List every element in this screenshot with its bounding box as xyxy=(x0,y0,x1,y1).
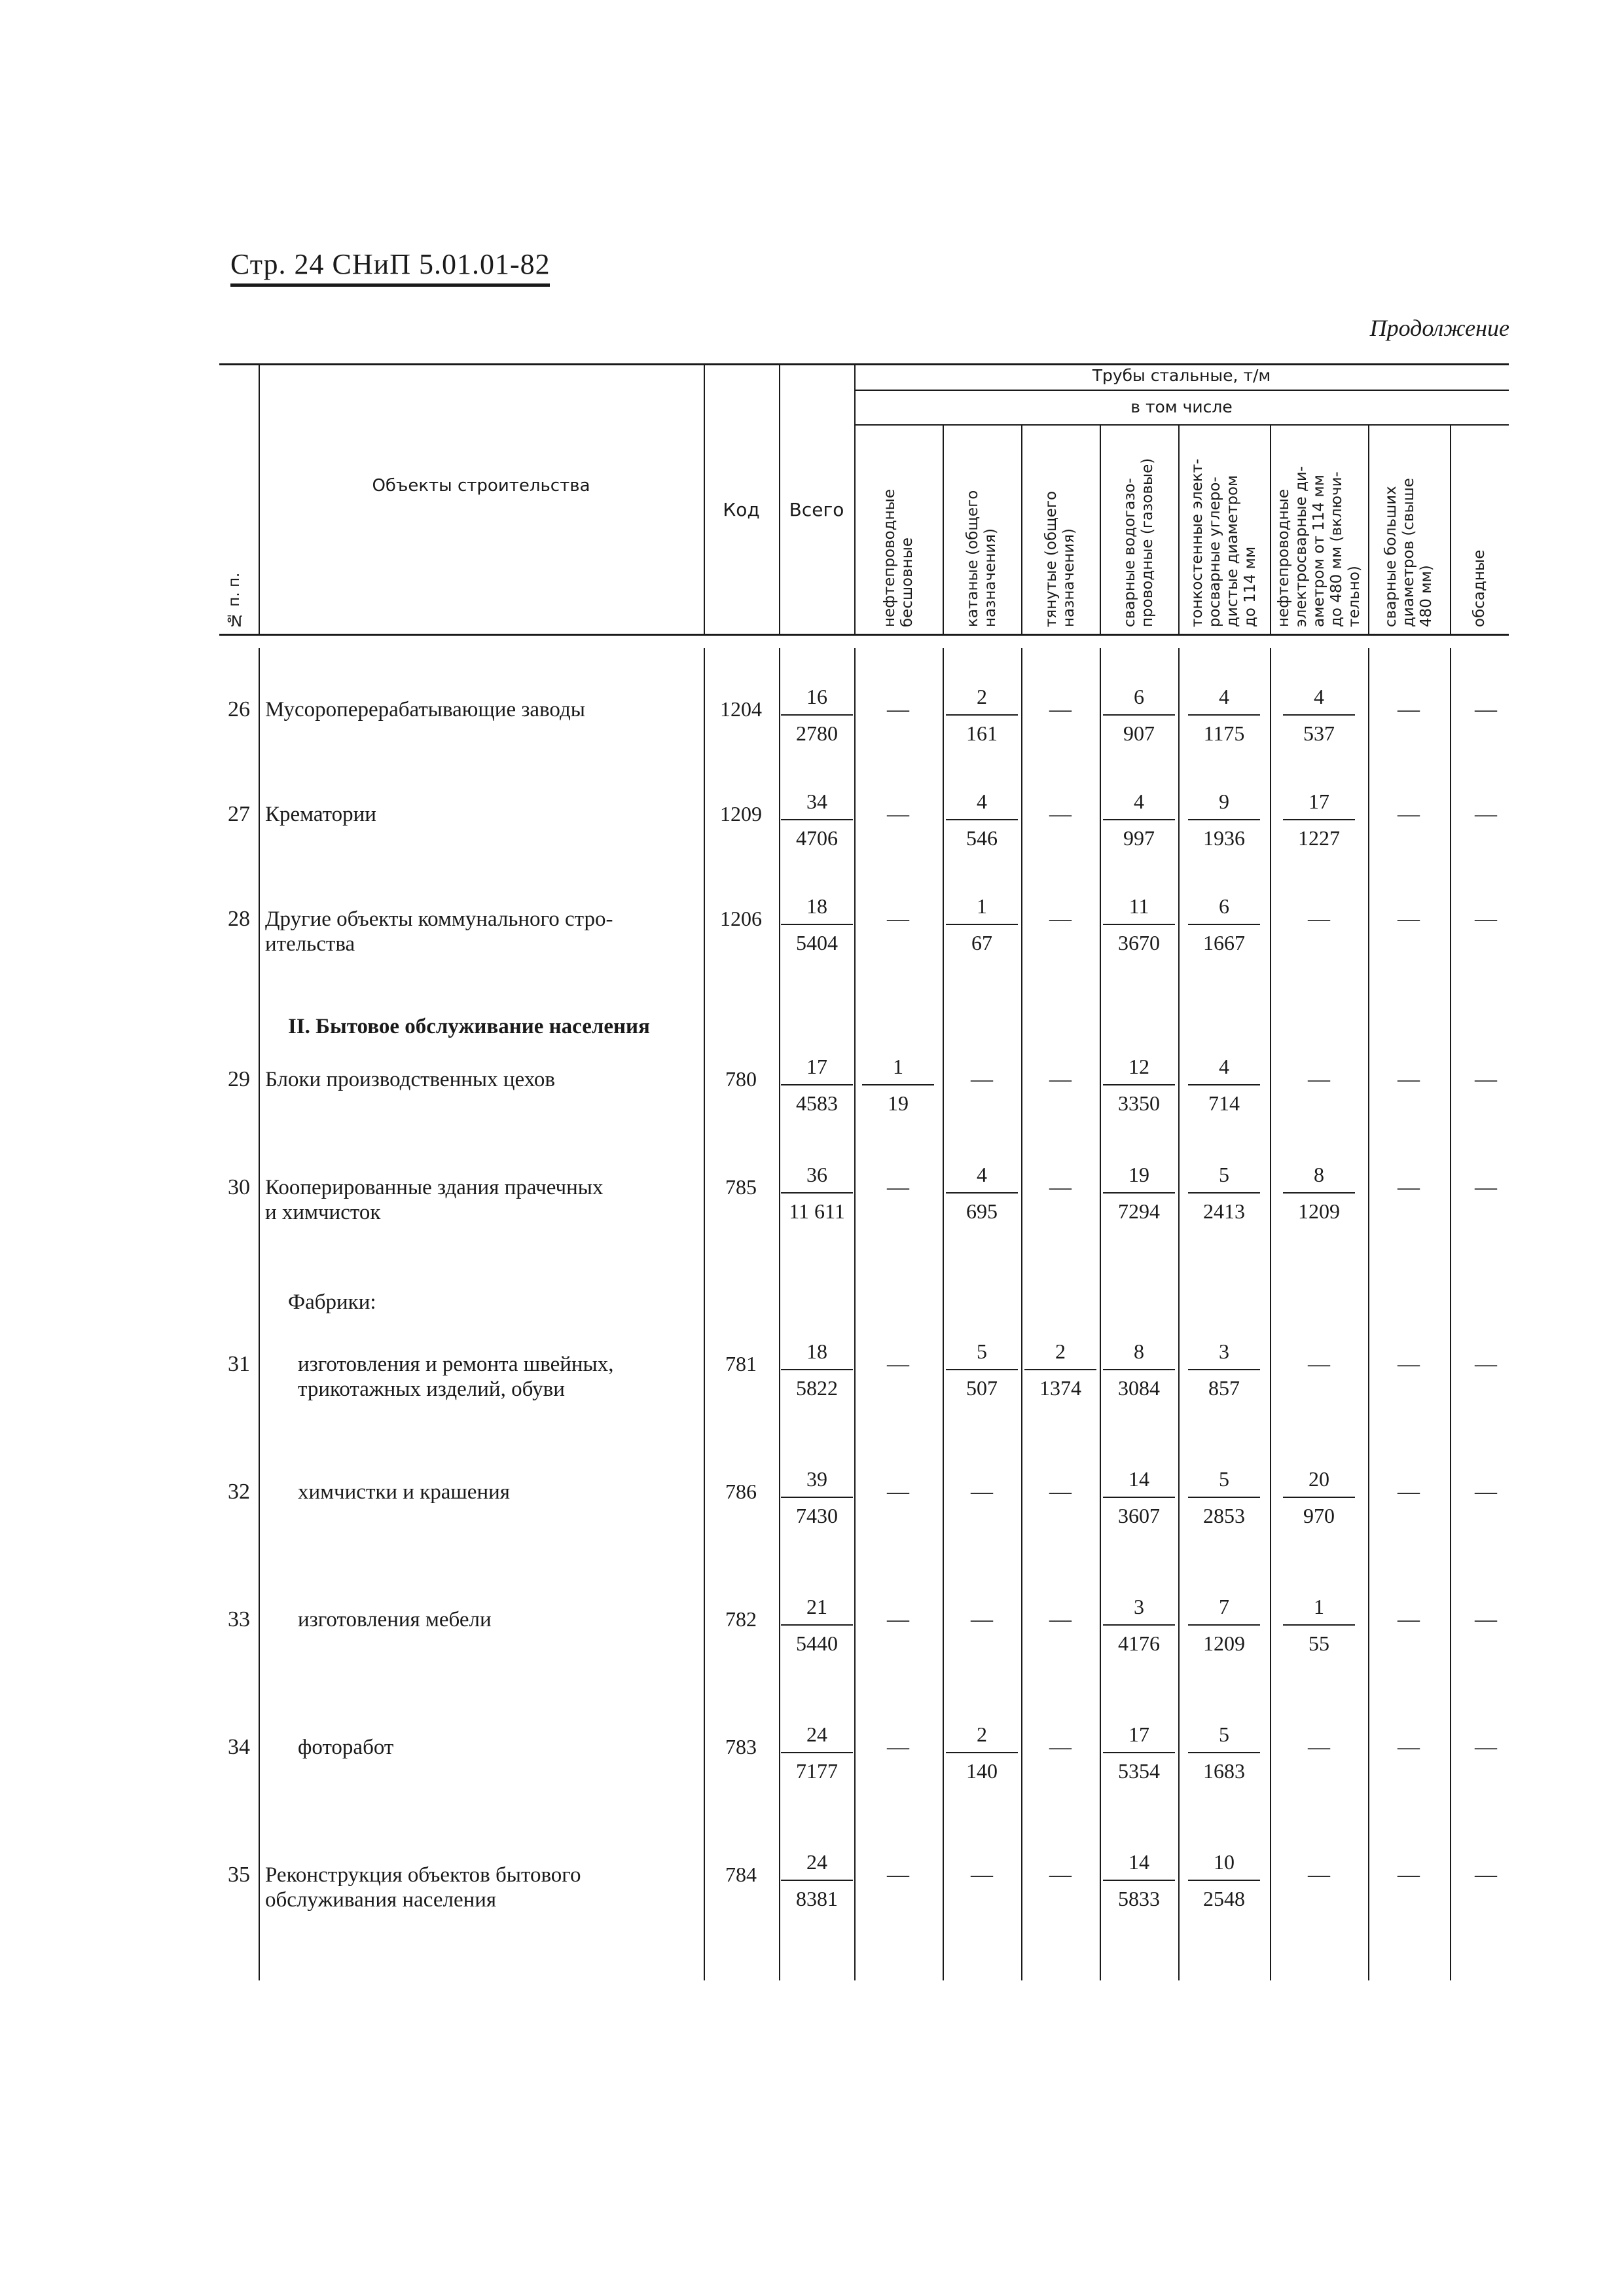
row-code: 1206 xyxy=(720,907,762,930)
header-col-rule xyxy=(704,363,705,634)
row-cell-fraction: 1 67 xyxy=(946,894,1018,955)
column-sub-header-1: нефтепроводные бесшовные xyxy=(880,489,916,627)
column-kod-header: Код xyxy=(723,499,760,520)
row-total-fraction: 17 4583 xyxy=(781,1054,853,1116)
row-cell-fraction: 5 507 xyxy=(946,1339,1018,1400)
body-col-rule xyxy=(943,648,944,1980)
row-object-name: Кооперированные здания прачечных и химчисток xyxy=(265,1176,604,1224)
column-sub-header-8: обсадные xyxy=(1470,549,1488,627)
row-cell-dash: — xyxy=(887,1863,909,1887)
row-cell-dash: — xyxy=(887,1480,909,1504)
row-cell-dash: — xyxy=(1049,1735,1072,1759)
row-cell-dash: — xyxy=(1475,1863,1497,1887)
column-group-header: Трубы стальные, т/м xyxy=(1092,366,1271,385)
row-cell-dash: — xyxy=(1475,697,1497,721)
row-cell-dash: — xyxy=(1475,1067,1497,1091)
header-sub-rule xyxy=(1100,424,1101,634)
header-col-rule xyxy=(259,363,260,634)
row-cell-fraction: 2 161 xyxy=(946,684,1018,746)
row-code: 1204 xyxy=(720,697,762,721)
body-col-rule xyxy=(1368,648,1369,1980)
column-objects-header: Объекты строительства xyxy=(372,476,590,496)
row-cell-dash: — xyxy=(1398,1352,1420,1376)
row-cell-fraction: 2 1374 xyxy=(1024,1339,1096,1400)
row-object-name: Блоки производственных цехов xyxy=(265,1068,556,1091)
row-cell-fraction: 3 857 xyxy=(1188,1339,1260,1400)
row-cell-fraction: 4 695 xyxy=(946,1162,1018,1224)
row-code: 784 xyxy=(725,1863,757,1886)
row-cell-fraction: 7 1209 xyxy=(1188,1594,1260,1656)
row-cell-dash: — xyxy=(1475,1352,1497,1376)
body-col-rule xyxy=(1270,648,1271,1980)
row-cell-dash: — xyxy=(971,1067,993,1091)
row-total-fraction: 18 5404 xyxy=(781,894,853,955)
row-cell-fraction: 3 4176 xyxy=(1103,1594,1175,1656)
body-col-rule xyxy=(259,648,260,1980)
row-cell-dash: — xyxy=(887,907,909,931)
row-total-fraction: 24 8381 xyxy=(781,1850,853,1911)
header-bottom-rule xyxy=(219,634,1509,636)
column-sub-header-3: тянутые (общего назначения) xyxy=(1043,490,1077,627)
header-underline xyxy=(230,283,550,287)
row-cell-dash: — xyxy=(1398,1863,1420,1887)
body-col-rule xyxy=(854,648,856,1980)
row-cell-dash: — xyxy=(1308,1352,1330,1376)
body-col-rule xyxy=(1021,648,1022,1980)
row-cell-fraction: 17 1227 xyxy=(1283,789,1355,850)
body-col-rule xyxy=(1100,648,1101,1980)
row-cell-fraction: 4 546 xyxy=(946,789,1018,850)
row-cell-dash: — xyxy=(887,1607,909,1631)
row-cell-dash: — xyxy=(1398,1175,1420,1199)
row-cell-fraction: 1 19 xyxy=(862,1054,934,1116)
header-sub-rule xyxy=(1450,424,1451,634)
header-sub-rule xyxy=(1270,424,1271,634)
column-sub-header-6: нефтепроводные электросварные ди- аметром от 114 мм до 480 мм (включи- тельно) xyxy=(1274,465,1363,627)
row-number: 34 xyxy=(228,1735,250,1759)
column-sub-header-2: катаные (общего назначения) xyxy=(964,490,999,627)
header-sub-rule xyxy=(1368,424,1369,634)
row-object-name: Крематории xyxy=(265,803,376,826)
row-cell-dash: — xyxy=(1049,1480,1072,1504)
row-code: 780 xyxy=(725,1067,757,1091)
row-cell-dash: — xyxy=(1475,802,1497,826)
row-number: 31 xyxy=(228,1352,250,1376)
row-cell-dash: — xyxy=(1049,802,1072,826)
row-total-fraction: 34 4706 xyxy=(781,789,853,850)
row-number: 35 xyxy=(228,1863,250,1887)
row-total-fraction: 24 7177 xyxy=(781,1722,853,1783)
row-number: 32 xyxy=(228,1480,250,1504)
row-cell-fraction: 8 1209 xyxy=(1283,1162,1355,1224)
header-sub-rule xyxy=(1021,424,1022,634)
row-cell-fraction: 4 1175 xyxy=(1188,684,1260,746)
row-cell-dash: — xyxy=(1475,1735,1497,1759)
row-cell-dash: — xyxy=(1398,1067,1420,1091)
row-cell-dash: — xyxy=(1475,1175,1497,1199)
row-cell-dash: — xyxy=(1398,1480,1420,1504)
row-cell-fraction: 4 714 xyxy=(1188,1054,1260,1116)
row-cell-fraction: 14 3607 xyxy=(1103,1467,1175,1528)
row-total-fraction: 36 11 611 xyxy=(781,1162,853,1224)
row-object-name: фоторабот xyxy=(298,1736,394,1759)
row-cell-dash: — xyxy=(1049,1607,1072,1631)
column-subgroup-header: в том числе xyxy=(1130,397,1233,416)
column-sub-header-5: тонкостенные элект- росварные углеро- дистые диаметром до 114 мм xyxy=(1189,458,1259,627)
row-cell-dash: — xyxy=(1308,1735,1330,1759)
row-cell-fraction: 4 537 xyxy=(1283,684,1355,746)
row-cell-dash: — xyxy=(1049,1175,1072,1199)
row-total-fraction: 39 7430 xyxy=(781,1467,853,1528)
section-heading-services: II. Бытовое обслуживание населения xyxy=(288,1015,650,1038)
subsection-fabriki: Фабрики: xyxy=(288,1290,376,1314)
row-number: 33 xyxy=(228,1607,250,1631)
row-cell-dash: — xyxy=(1049,1067,1072,1091)
row-cell-dash: — xyxy=(1398,1607,1420,1631)
row-object-name: химчистки и крашения xyxy=(298,1480,510,1504)
row-object-name: Другие объекты коммунального стро- ительства xyxy=(265,907,613,956)
row-cell-fraction: 12 3350 xyxy=(1103,1054,1175,1116)
row-object-name: изготовления и ремонта швейных, трикотажных изделий, обуви xyxy=(298,1353,614,1401)
row-cell-fraction: 1 55 xyxy=(1283,1594,1355,1656)
row-cell-fraction: 17 5354 xyxy=(1103,1722,1175,1783)
row-cell-dash: — xyxy=(1475,1480,1497,1504)
row-total-fraction: 16 2780 xyxy=(781,684,853,746)
row-code: 785 xyxy=(725,1175,757,1199)
row-cell-dash: — xyxy=(1049,697,1072,721)
row-code: 786 xyxy=(725,1480,757,1503)
row-cell-fraction: 11 3670 xyxy=(1103,894,1175,955)
group-rule xyxy=(854,390,1509,391)
row-cell-fraction: 10 2548 xyxy=(1188,1850,1260,1911)
header-col-rule xyxy=(779,363,780,634)
row-cell-dash: — xyxy=(971,1607,993,1631)
body-col-rule xyxy=(779,648,780,1980)
row-cell-fraction: 14 5833 xyxy=(1103,1850,1175,1911)
row-cell-dash: — xyxy=(887,697,909,721)
row-number: 26 xyxy=(228,697,250,721)
row-cell-dash: — xyxy=(887,1352,909,1376)
row-cell-fraction: 2 140 xyxy=(946,1722,1018,1783)
body-col-rule xyxy=(1178,648,1180,1980)
row-number: 29 xyxy=(228,1067,250,1091)
row-total-fraction: 21 5440 xyxy=(781,1594,853,1656)
row-cell-dash: — xyxy=(1398,907,1420,931)
row-cell-dash: — xyxy=(1475,1607,1497,1631)
row-cell-dash: — xyxy=(1398,802,1420,826)
header-sub-rule xyxy=(1178,424,1180,634)
row-code: 1209 xyxy=(720,802,762,826)
row-cell-fraction: 5 1683 xyxy=(1188,1722,1260,1783)
row-cell-fraction: 19 7294 xyxy=(1103,1162,1175,1224)
row-code: 783 xyxy=(725,1735,757,1758)
row-cell-dash: — xyxy=(1049,1863,1072,1887)
row-cell-fraction: 6 907 xyxy=(1103,684,1175,746)
row-number: 27 xyxy=(228,802,250,826)
row-object-name: изготовления мебели xyxy=(298,1608,492,1631)
column-vsego-header: Всего xyxy=(789,499,844,520)
row-code: 781 xyxy=(725,1352,757,1376)
page-header: Стр. 24 СНиП 5.01.01-82 xyxy=(230,248,550,280)
body-col-rule xyxy=(1450,648,1451,1980)
column-sub-header-4: сварные водогазо- проводные (газовые) xyxy=(1121,458,1156,627)
row-number: 28 xyxy=(228,907,250,931)
row-cell-dash: — xyxy=(887,802,909,826)
row-cell-dash: — xyxy=(971,1863,993,1887)
row-object-name: Реконструкция объектов бытового обслуживания населения xyxy=(265,1863,581,1912)
row-object-name: Мусороперерабатывающие заводы xyxy=(265,698,585,721)
row-cell-dash: — xyxy=(887,1175,909,1199)
row-cell-dash: — xyxy=(1049,907,1072,931)
row-number: 30 xyxy=(228,1175,250,1199)
row-cell-fraction: 9 1936 xyxy=(1188,789,1260,850)
continuation-label: Продолжение xyxy=(1369,315,1509,341)
body-col-rule xyxy=(704,648,705,1980)
subgroup-rule xyxy=(854,424,1509,426)
row-cell-fraction: 5 2413 xyxy=(1188,1162,1260,1224)
row-cell-fraction: 4 997 xyxy=(1103,789,1175,850)
row-cell-dash: — xyxy=(1308,907,1330,931)
row-cell-fraction: 5 2853 xyxy=(1188,1467,1260,1528)
header-sub-rule xyxy=(943,424,944,634)
row-total-fraction: 18 5822 xyxy=(781,1339,853,1400)
column-num-header: № п. п. xyxy=(226,572,243,629)
row-cell-dash: — xyxy=(1398,697,1420,721)
row-cell-fraction: 20 970 xyxy=(1283,1467,1355,1528)
row-cell-fraction: 8 3084 xyxy=(1103,1339,1175,1400)
row-cell-dash: — xyxy=(887,1735,909,1759)
row-cell-dash: — xyxy=(1308,1863,1330,1887)
row-cell-fraction: 6 1667 xyxy=(1188,894,1260,955)
row-cell-dash: — xyxy=(1398,1735,1420,1759)
row-cell-dash: — xyxy=(1308,1067,1330,1091)
row-code: 782 xyxy=(725,1607,757,1631)
row-cell-dash: — xyxy=(1475,907,1497,931)
column-sub-header-7: сварные больших диаметров (свыше 480 мм) xyxy=(1382,478,1435,627)
row-cell-dash: — xyxy=(971,1480,993,1504)
